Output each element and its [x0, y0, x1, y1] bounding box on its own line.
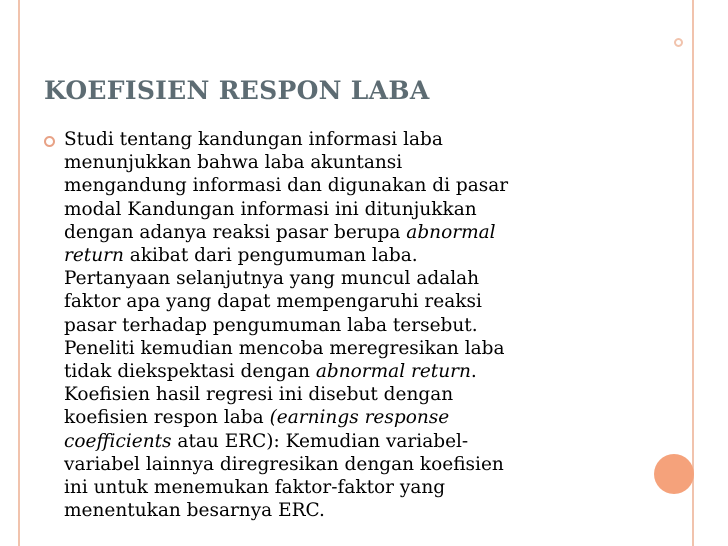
text-segment: akibat dari pengumuman laba.	[123, 245, 418, 267]
text-line	[64, 430, 624, 453]
text-segment: mengandung informasi dan digunakan di pasar	[64, 175, 509, 197]
text-line	[64, 383, 624, 406]
italic-term: return	[64, 245, 124, 267]
text-segment: Studi tentang kandungan informasi laba	[64, 129, 443, 150]
italic-term: coefficients	[64, 430, 172, 452]
filled-circle-decoration-icon	[654, 454, 694, 494]
text-segment: pasar terhadap pengumuman laba tersebut.	[64, 314, 478, 336]
text-segment: .	[470, 361, 477, 383]
text-segment: koefisien respon laba	[64, 407, 270, 429]
text-line	[64, 198, 624, 221]
italic-term: abnormal	[406, 221, 496, 243]
text-segment: Koefisien hasil regresi ini disebut dengan	[64, 384, 454, 406]
text-segment: variabel lainnya diregresikan dengan koefisien	[64, 453, 504, 475]
ring-decoration-icon	[674, 38, 683, 47]
bullet-text	[64, 128, 624, 522]
text-segment: Peneliti kemudian mencoba meregresikan laba	[64, 337, 505, 359]
text-segment: faktor apa yang dapat mempengaruhi reaksi	[64, 291, 482, 313]
text-segment: menunjukkan bahwa laba akuntansi	[64, 152, 403, 174]
italic-term: abnormal return	[315, 361, 471, 383]
text-line	[64, 221, 624, 244]
slide-title: KOEFISIEN RESPON LABA	[44, 76, 430, 105]
text-line	[64, 337, 624, 360]
text-line	[64, 174, 624, 197]
text-line	[64, 290, 624, 313]
text-segment: atau ERC): Kemudian variabel-	[171, 430, 469, 452]
text-line	[64, 244, 624, 267]
text-line	[64, 499, 624, 522]
text-segment: menentukan besarnya ERC.	[64, 500, 325, 522]
hollow-circle-bullet-icon	[44, 136, 55, 147]
text-segment: tidak diekspektasi dengan	[64, 361, 316, 383]
text-line	[64, 476, 624, 499]
text-line	[64, 128, 624, 151]
italic-term: (earnings response	[269, 407, 450, 429]
text-segment: ini untuk menemukan faktor-faktor yang	[64, 477, 446, 499]
text-segment: Pertanyaan selanjutnya yang muncul adalah	[64, 268, 480, 290]
text-segment: dengan adanya reaksi pasar berupa	[64, 221, 407, 243]
text-line	[64, 151, 624, 174]
text-segment: modal Kandungan informasi ini ditunjukkan	[64, 198, 477, 220]
text-line	[64, 314, 624, 337]
text-line	[64, 406, 624, 429]
text-line	[64, 267, 624, 290]
text-line	[64, 360, 624, 383]
text-line	[64, 453, 624, 476]
